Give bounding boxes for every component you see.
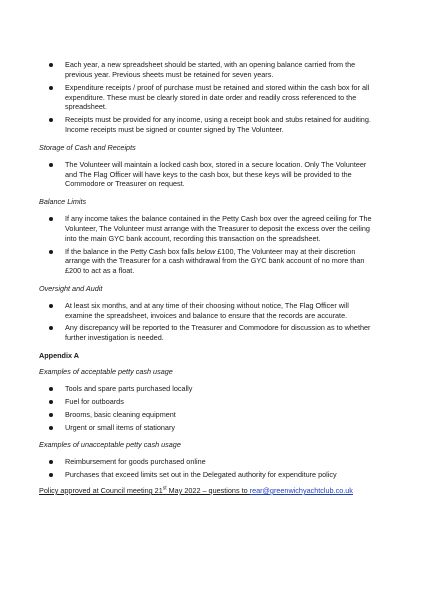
list-item: [39, 397, 374, 407]
list-item-text: Brooms, basic cleaning equipment: [65, 409, 176, 419]
storage-heading: Storage of Cash and Receipts: [39, 142, 136, 152]
bullet-icon: [49, 304, 53, 308]
list-item-text: If the balance in the Petty Cash box falls: [65, 246, 197, 256]
list-item: [39, 83, 374, 112]
list-item-text: Each year, a new spreadsheet should be started, with an opening balance carried from the previous year. Previous sheets must be retained for seven years.: [65, 60, 356, 79]
oversight-heading: Oversight and Audit: [39, 283, 103, 293]
list-item: [39, 323, 374, 343]
footer-text: May 2022 – questions to: [166, 486, 250, 495]
list-item: [39, 60, 374, 80]
policy-footer: [39, 486, 374, 496]
list-item-text: Reimbursement for goods purchased online: [65, 457, 206, 467]
emphasis-text: below: [196, 246, 216, 256]
acceptable-list: [39, 384, 374, 433]
list-item: [39, 384, 374, 394]
bullet-icon: [49, 460, 53, 464]
footer-text: Policy approved at Council meeting 21: [39, 486, 163, 495]
acceptable-heading: Examples of acceptable petty cash usage: [39, 366, 173, 376]
bullet-icon: [49, 326, 53, 330]
list-item: [39, 301, 374, 321]
bullet-icon: [49, 387, 53, 391]
list-item-text: The Volunteer will maintain a locked cash box, stored in a secure location. Only The Volunteer and The Flag Officer will have keys to the cash box, but these keys will be provided to the Commodore or Treasurer on request.: [65, 159, 367, 189]
list-item: [39, 410, 374, 420]
list-item: [39, 457, 374, 467]
bullet-icon: [49, 250, 53, 254]
bullet-icon: [49, 118, 53, 122]
list-item-text: Tools and spare parts purchased locally: [65, 383, 193, 393]
list-item-text: Any discrepancy will be reported to the Treasurer and Commodore for discussion as to whether further investigation is needed.: [65, 323, 371, 343]
bullet-icon: [49, 413, 53, 417]
footer-superscript: st: [162, 485, 167, 492]
unacceptable-list: [39, 457, 374, 480]
list-item-text: Urgent or small items of stationary: [65, 422, 175, 432]
list-item: [39, 160, 374, 189]
balance-list: [39, 214, 374, 276]
list-item-text: If any income takes the balance contained in the Petty Cash box over the agreed ceiling for The Volunteer, The Volunteer must arrange with the Treasurer to deposit the excess over the ceiling into the main GYC bank account, recording this transaction on the spreadsheet.: [65, 213, 372, 243]
list-item: [39, 247, 374, 276]
oversight-list: [39, 301, 374, 343]
list-item-text: Purchases that exceed limits set out in the Delegated authority for expenditure policy: [65, 470, 337, 480]
list-item-text: Fuel for outboards: [65, 396, 124, 406]
bullet-icon: [49, 426, 53, 430]
list-item: [39, 214, 374, 243]
list-item-text: At least six months, and at any time of their choosing without notice, The Flag Officer will examine the spreadsheet, invoices and balance to ensure that the records are accurate.: [65, 300, 349, 320]
list-item-text: £100, The Volunteer may at their discretion arrange with the Treasurer for a cash withdrawal from the GYC bank account of no more than £200 to act as a float.: [65, 246, 365, 276]
email-link[interactable]: rear@greenwichyachtclub.co.uk: [249, 486, 353, 495]
bullet-icon: [49, 163, 53, 167]
bullet-icon: [49, 400, 53, 404]
balance-heading: Balance Limits: [39, 197, 87, 207]
bullet-icon: [49, 473, 53, 477]
list-item-text: Receipts must be provided for any income, using a receipt book and stubs retained for auditing. Income receipts must be signed or counter signed by The Volunteer.: [65, 115, 371, 135]
list-item: [39, 115, 374, 135]
bullet-icon: [49, 217, 53, 221]
list-item-text: Expenditure receipts / proof of purchase must be retained and stored within the cash box for all expenditure. These must be clearly stored in date order and readily cross referenced to the spreadsheet.: [65, 82, 370, 112]
list-item: [39, 470, 374, 480]
bullet-icon: [49, 63, 53, 67]
list-item: [39, 423, 374, 433]
appendix-heading: Appendix A: [39, 351, 80, 361]
unacceptable-heading: Examples of unacceptable petty cash usage: [39, 440, 181, 450]
storage-list: [39, 160, 374, 189]
intro-list: [39, 60, 374, 135]
bullet-icon: [49, 86, 53, 90]
